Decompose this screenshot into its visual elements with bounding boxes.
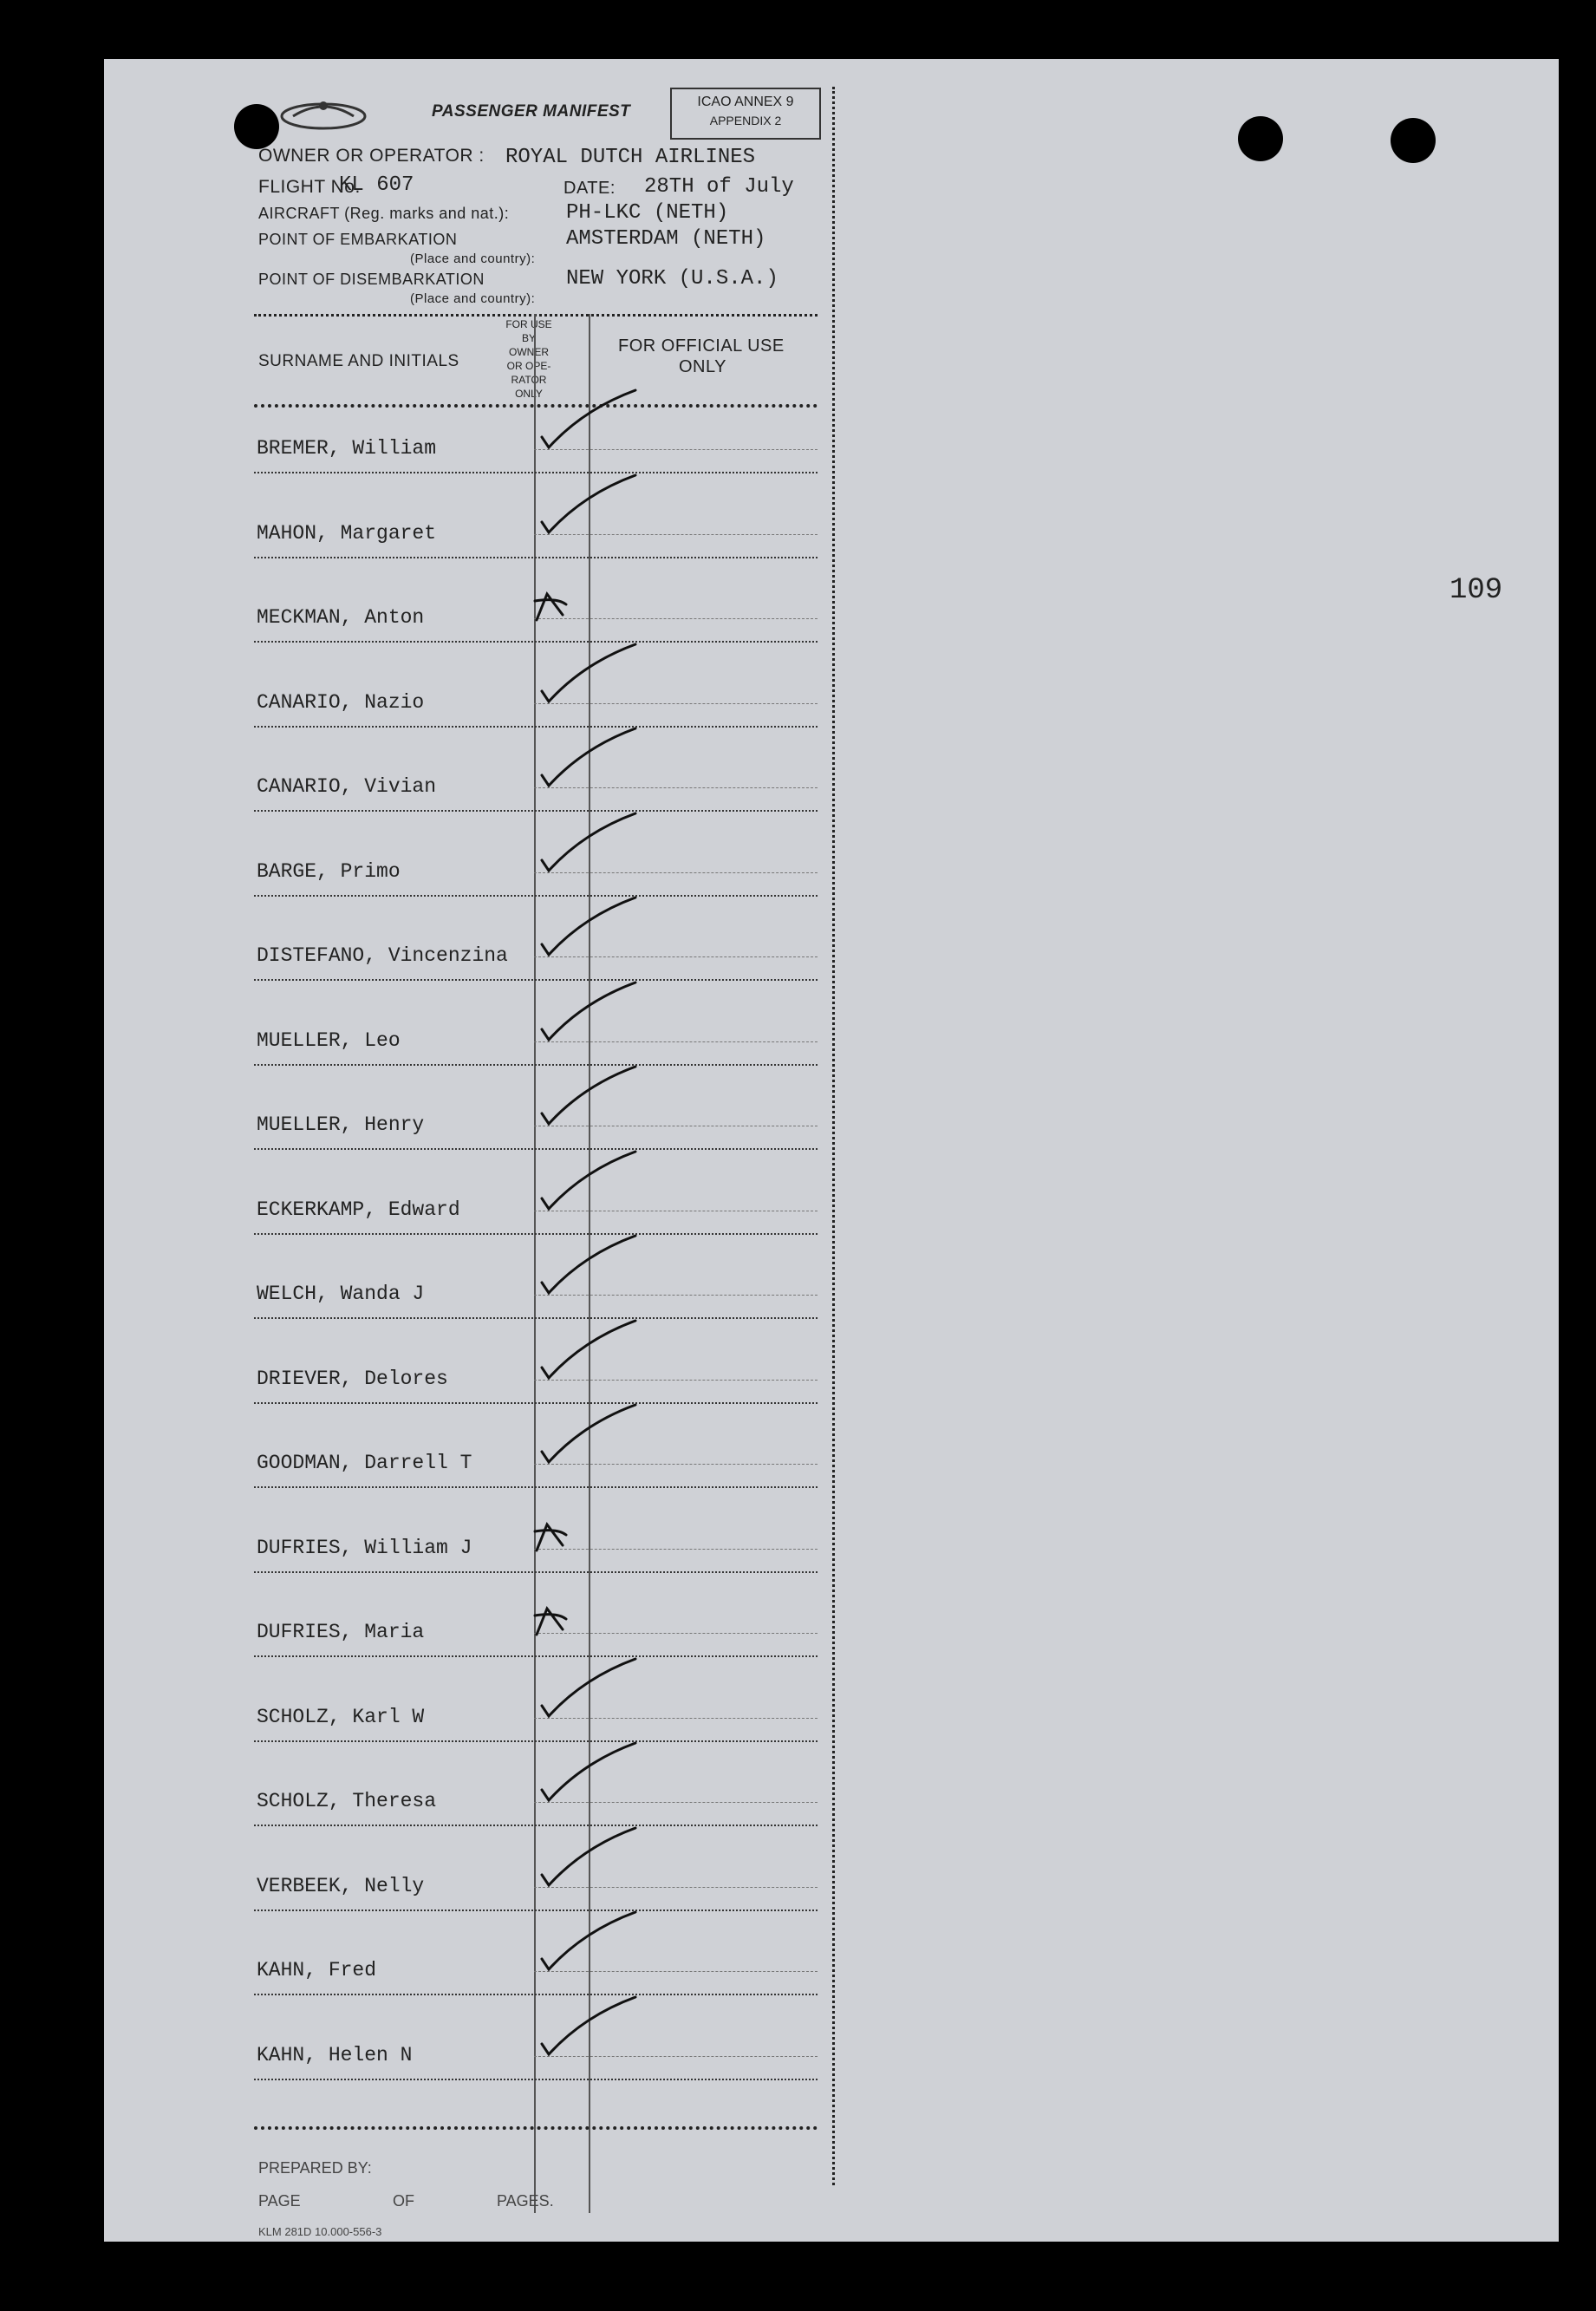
passenger-name: SCHOLZ, Karl W [257,1705,425,1728]
checkmark-icon [531,468,687,546]
passenger-row [141,1263,835,1348]
passenger-name: DRIEVER, Delores [257,1367,448,1390]
passenger-row [141,1433,835,1518]
passenger-row [141,1010,835,1095]
owner-use-line-5: RATOR [511,374,547,386]
page-number: 109 [1449,574,1503,607]
passenger-name: MUELLER, Leo [257,1028,401,1052]
row-rule [254,2079,818,2080]
arrived-A-mark [531,552,687,630]
passenger-name: MECKMAN, Anton [257,606,425,629]
aircraft-label: AIRCRAFT (Reg. marks and nat.): [258,205,510,222]
passenger-row [141,587,835,672]
passenger-row [141,841,835,926]
pages-label: PAGES. [497,2192,554,2210]
disembarkation-label: POINT OF DISEMBARKATION [258,271,485,288]
icao-box [670,88,821,140]
arrived-A-mark [531,1567,687,1645]
passenger-name: CANARIO, Vivian [257,775,437,798]
checkmark-icon [531,1736,687,1814]
embarkation-value: AMSTERDAM (NETH) [566,227,766,251]
checkmark-icon [531,1990,687,2068]
passenger-row [141,418,835,503]
punch-hole-right-1 [1238,116,1283,161]
checkmark-icon [531,1398,687,1476]
owner-value: ROYAL DUTCH AIRLINES [505,146,756,169]
checkmark-icon [531,637,687,715]
passenger-row [141,925,835,1010]
passenger-name: DUFRIES, William J [257,1536,472,1559]
page-label: PAGE [258,2192,301,2210]
passenger-name: VERBEEK, Nelly [257,1874,425,1897]
checkmark-icon [531,1060,687,1138]
passenger-name: CANARIO, Nazio [257,690,425,714]
disembarkation-sub-label: (Place and country): [410,291,536,306]
prepared-by-label: PREPARED BY: [258,2159,372,2177]
passenger-name: BREMER, William [257,437,437,460]
passenger-row [141,756,835,841]
owner-use-line-3: OWNER [509,346,549,358]
passenger-name: KAHN, Fred [257,1959,377,1981]
passenger-row [141,1940,835,2025]
passenger-row [141,1771,835,1856]
checkmark-icon [531,806,687,885]
passenger-name: SCHOLZ, Theresa [257,1790,437,1812]
passenger-row [141,503,835,588]
passenger-row [141,1348,835,1433]
form-title: PASSENGER MANIFEST [432,102,631,121]
embarkation-sub-label: (Place and country): [410,251,536,266]
date-value: 28TH of July [644,175,794,199]
passenger-row [141,1602,835,1687]
passenger-name: BARGE, Primo [257,859,401,883]
embarkation-label: POINT OF EMBARKATION [258,231,458,248]
col-official-use-header-2: ONLY [679,357,726,376]
passenger-row [141,1687,835,1772]
checkmark-icon [531,891,687,969]
passenger-name: WELCH, Wanda J [257,1283,425,1305]
passenger-name: KAHN, Helen N [257,2043,413,2066]
of-label: OF [393,2192,414,2210]
checkmark-icon [531,1229,687,1307]
checkmark-icon [531,383,687,461]
arrived-A-mark [531,1483,687,1561]
checkmark-icon [531,1314,687,1392]
checkmark-icon [531,1905,687,1983]
punch-hole-right-2 [1391,118,1436,163]
icao-line-2: APPENDIX 2 [709,114,782,127]
owner-label: OWNER OR OPERATOR : [258,146,485,166]
aircraft-value: PH-LKC (NETH) [566,201,729,225]
passenger-row [141,1856,835,1941]
passenger-name: DISTEFANO, Vincenzina [257,944,508,967]
owner-use-line-4: OR OPE- [506,360,551,372]
passenger-name: DUFRIES, Maria [257,1621,425,1643]
passenger-row [141,1179,835,1264]
owner-use-line-1: FOR USE [505,318,552,330]
manifest-form [141,87,835,2238]
icao-line-1: ICAO ANNEX 9 [697,95,794,109]
passenger-row [141,1094,835,1179]
header-top-rule [254,314,818,317]
owner-use-line-2: BY [521,332,536,344]
passenger-row [141,672,835,757]
checkmark-icon [531,721,687,800]
owner-use-line-6: ONLY [515,388,543,400]
col-surname-header: SURNAME AND INITIALS [258,352,459,370]
disembarkation-value: NEW YORK (U.S.A.) [566,267,778,291]
table-end-rule [254,2126,818,2130]
passenger-name: ECKERKAMP, Edward [257,1198,460,1221]
col-official-use-header: FOR OFFICIAL USE [618,336,785,356]
date-label: DATE: [563,179,616,198]
checkmark-icon [531,976,687,1054]
checkmark-icon [531,1821,687,1899]
passenger-name: GOODMAN, Darrell T [257,1452,472,1474]
passenger-name: MAHON, Margaret [257,521,437,545]
passenger-name: MUELLER, Henry [257,1113,425,1136]
passenger-row [141,1518,835,1603]
flight-value: KL 607 [339,173,414,197]
checkmark-icon [531,1652,687,1730]
form-code: KLM 281D 10.000-556-3 [258,2225,382,2238]
flight-label: FLIGHT No. [258,177,361,197]
airline-logo-icon [276,94,371,137]
passenger-row [141,2025,835,2110]
checkmark-icon [531,1145,687,1223]
